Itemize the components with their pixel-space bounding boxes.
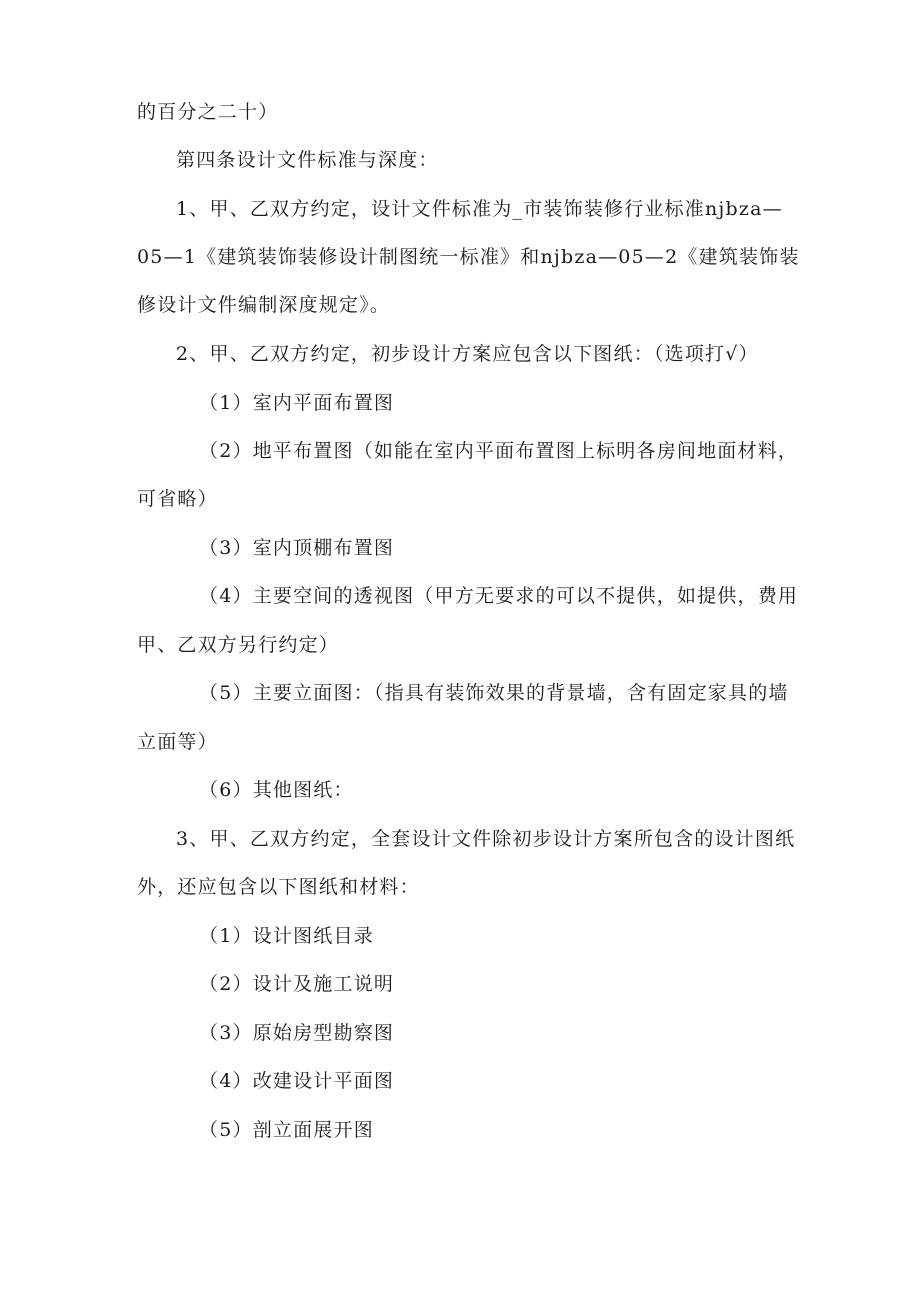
text-line-continuation: 的百分之二十） <box>137 101 279 123</box>
clause-2-item-2-line-1: （2）地平布置图（如能在室内平面布置图上标明各房间地面材料， <box>199 440 799 462</box>
clause-2-item-2-line-2: 可省略） <box>137 488 218 510</box>
clause-1-line-3: 修设计文件编制深度规定》。 <box>137 294 391 316</box>
clause-3-item-1: （1）设计图纸目录 <box>199 925 374 947</box>
clause-2-heading: 2、甲、乙双方约定，初步设计方案应包含以下图纸：（选项打√） <box>176 343 759 365</box>
clause-2-item-1: （1）室内平面布置图 <box>199 392 395 414</box>
clause-3-item-3: （3）原始房型勘察图 <box>199 1022 395 1044</box>
clause-3-item-4: （4）改建设计平面图 <box>199 1070 395 1092</box>
clause-3-line-1: 3、甲、乙双方约定，全套设计文件除初步设计方案所包含的设计图纸 <box>176 828 796 850</box>
clause-2-item-5-line-2: 立面等） <box>137 731 218 753</box>
clause-2-item-5-line-1: （5）主要立面图：（指具有装饰效果的背景墙，含有固定家具的墙 <box>199 682 789 704</box>
clause-2-item-3: （3）室内顶棚布置图 <box>199 537 395 559</box>
clause-1-line-1: 1、甲、乙双方约定，设计文件标准为_市装饰装修行业标准njbza— <box>176 198 783 220</box>
clause-2-item-4-line-1: （4）主要空间的透视图（甲方无要求的可以不提供，如提供，费用 <box>199 585 799 607</box>
article-4-heading: 第四条设计文件标准与深度： <box>176 149 439 171</box>
clause-1-line-2: 05—1《建筑装饰装修设计制图统一标准》和njbza—05—2《建筑装饰装 <box>137 246 800 268</box>
clause-3-item-2: （2）设计及施工说明 <box>199 973 395 995</box>
clause-3-item-5: （5）剖立面展开图 <box>199 1119 374 1141</box>
clause-2-item-4-line-2: 甲、乙双方另行约定） <box>137 634 340 656</box>
clause-2-item-6: （6）其他图纸： <box>199 779 354 801</box>
clause-3-line-2: 外，还应包含以下图纸和材料： <box>137 876 420 898</box>
